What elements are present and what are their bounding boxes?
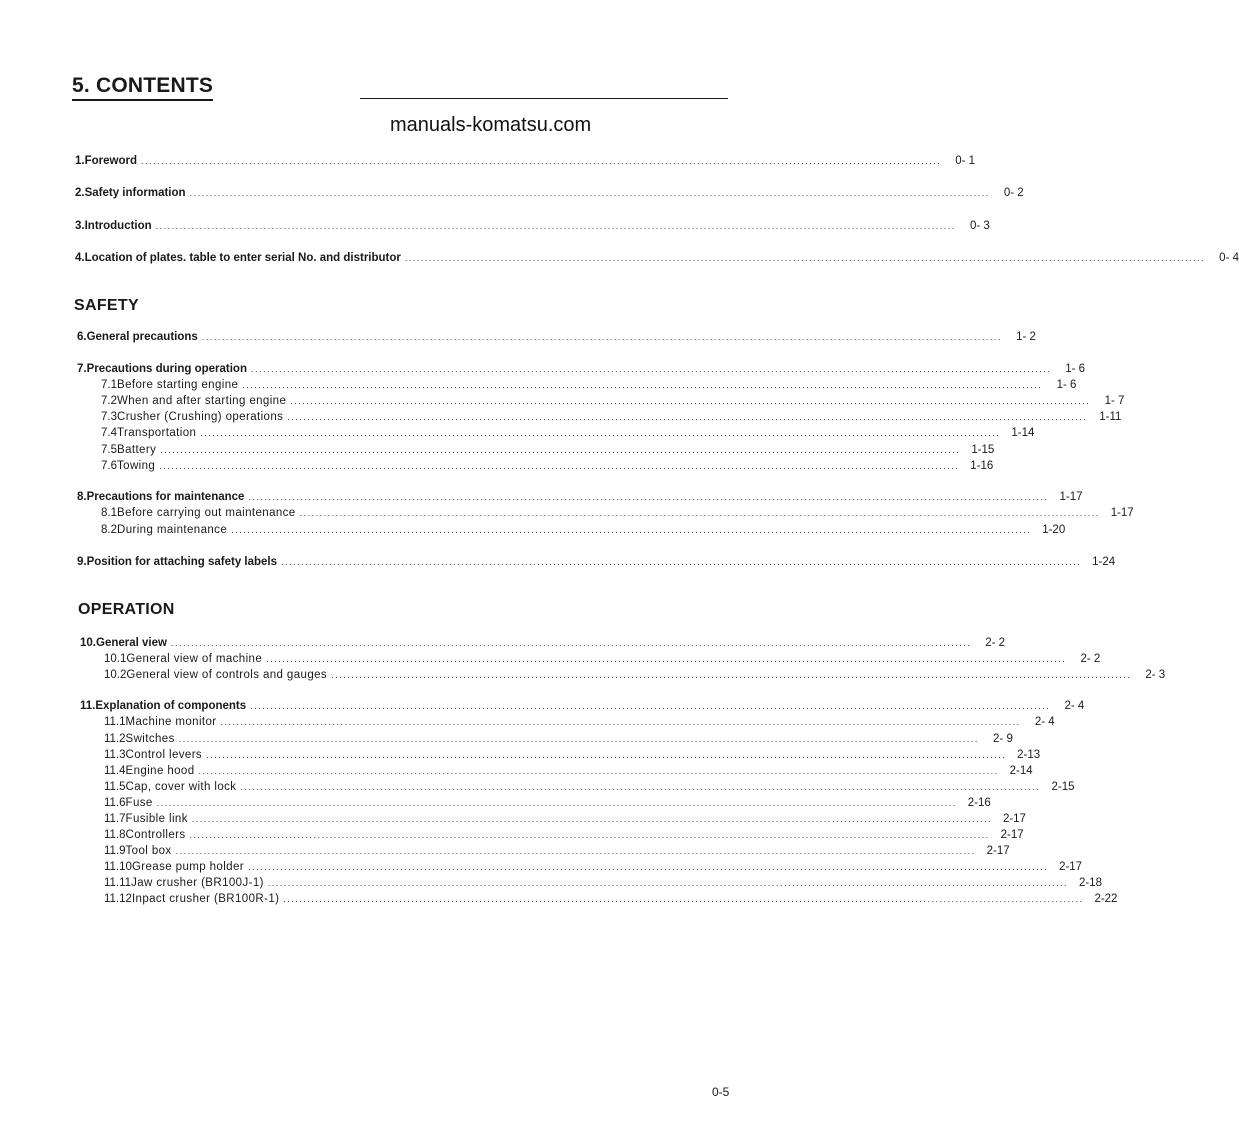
dot-leader: ........................................................................................................................................................................................................ [404,253,1205,263]
toc-entry-number: 11. [80,700,96,712]
toc-entry-number: 11.9 [104,845,126,857]
toc-entry[interactable] [80,637,1006,653]
toc-entry-page: 0- 2 [1003,187,1024,199]
toc-entry[interactable] [101,379,1077,395]
dot-leader: ........................................................................................................................................................................................................ [247,862,1049,872]
toc-entry-number: 11.5 [104,781,126,793]
toc-entry-number: 11.1 [104,716,126,728]
toc-entry-number: 3. [75,220,85,232]
toc-entry-number: 7.6 [101,460,117,472]
toc-entry-page: 1- 2 [1016,331,1036,343]
toc-entry-label: Foreword [84,155,137,167]
toc-entry-label: Precautions during operation [86,363,247,375]
toc-entry-page: 1-17 [1110,507,1134,519]
dot-leader: ........................................................................................................................................................................................................ [290,396,1091,406]
dot-leader: ........................................................................................................................................................................................................ [248,492,1049,502]
dot-leader: ........................................................................................................................................................................................................ [287,412,1088,422]
toc-entry[interactable] [104,749,1041,765]
toc-entry[interactable] [101,395,1125,411]
toc-entry[interactable] [104,861,1083,877]
toc-entry-number: 8. [77,491,87,503]
toc-entry[interactable] [104,813,1026,829]
toc-entry[interactable] [104,797,991,813]
toc-entry[interactable] [75,220,990,236]
toc-entry-number: 7.5 [101,444,117,456]
toc-entry-label: Before starting engine [117,379,239,391]
footer-page-number: 0-5 [712,1085,730,1099]
dot-leader: ........................................................................................................................................................................................................ [250,364,1052,374]
toc-entry-page: 2- 2 [985,637,1006,649]
dot-leader: ........................................................................................................................................................................................................ [170,638,972,648]
toc-entry-page: 2-16 [967,797,991,809]
dot-leader: ........................................................................................................................................................................................................ [266,654,1067,664]
toc-entry[interactable] [104,829,1024,845]
toc-entry-label: Fuse [125,797,153,809]
toc-entry[interactable] [101,524,1066,540]
toc-entry-label: Towing [117,460,156,472]
dot-leader: ........................................................................................................................................................................................................ [175,846,976,856]
toc-entry[interactable] [101,411,1122,427]
toc-entry[interactable] [104,653,1101,669]
dot-leader: ........................................................................................................................................................................................................ [242,380,1043,390]
toc-entry-number: 11.12 [104,893,132,905]
toc-entry[interactable] [104,845,1010,861]
title-rule [360,98,728,99]
toc-entry-label: General precautions [86,331,198,343]
toc-entry-label: Jaw crusher (BR100J-1) [131,877,264,889]
toc-entry[interactable] [104,669,1166,685]
toc-entry[interactable] [75,252,1239,268]
toc-entry[interactable] [104,765,1033,781]
toc-entry-page: 2- 4 [1034,716,1055,728]
dot-leader: ........................................................................................................................................................................................................ [191,814,992,824]
dot-leader: ........................................................................................................................................................................................................ [220,717,1021,727]
dot-leader: ........................................................................................................................................................................................................ [140,156,942,166]
toc-entry-label: Control levers [125,749,203,761]
toc-entry-label: General view of machine [126,653,263,665]
dot-leader: ........................................................................................................................................................................................................ [299,508,1100,518]
dot-leader: ........................................................................................................................................................................................................ [200,428,1001,438]
toc-entry-page: 2- 4 [1064,700,1085,712]
toc-entry[interactable] [104,893,1118,909]
toc-entry-number: 11.6 [104,797,126,809]
toc-entry-number: 7.3 [101,411,117,423]
dot-leader: ........................................................................................................................................................................................................ [240,782,1041,792]
toc-entry-number: 7.1 [101,379,117,391]
toc-entry[interactable] [101,507,1134,523]
toc-entry-label: Introduction [84,220,152,232]
toc-entry-number: 4. [75,252,85,264]
section-heading-operation: OPERATION [78,601,175,618]
toc-entry-label: Safety information [84,187,186,199]
section-heading-safety: SAFETY [74,297,139,314]
toc-entry[interactable] [101,460,994,476]
toc-entry-number: 7.4 [101,427,117,439]
dot-leader: ........................................................................................................................................................................................................ [331,670,1132,680]
dot-leader: ........................................................................................................................................................................................................ [156,798,957,808]
toc-entry-label: Switches [125,733,175,745]
toc-entry-label: Transportation [117,427,197,439]
dot-leader: ........................................................................................................................................................................................................ [267,878,1068,888]
dot-leader: ........................................................................................................................................................................................................ [178,734,979,744]
toc-entry-page: 2-14 [1009,765,1033,777]
toc-entry-label: When and after starting engine [117,395,287,407]
toc-entry-label: Before carrying out maintenance [117,507,296,519]
dot-leader: ........................................................................................................................................................................................................ [160,445,961,455]
toc-entry-number: 11.4 [104,765,126,777]
toc-entry-number: 11.2 [104,733,126,745]
page-title: 5. CONTENTS [72,74,213,101]
toc-entry-page: 2-17 [1000,829,1024,841]
toc-entry-label: Battery [117,444,157,456]
dot-leader: ........................................................................................................................................................................................................ [250,701,1051,711]
toc-entry-page: 1- 6 [1056,379,1077,391]
toc-entry-label: Engine hood [125,765,195,777]
toc-entry-page: 0- 3 [969,220,990,232]
toc-entry-number: 1. [75,155,85,167]
dot-leader: ........................................................................................................................................................................................................ [159,461,960,471]
toc-entry-page: 2-17 [1002,813,1026,825]
toc-entry-page: 1- 7 [1104,395,1125,407]
toc-entry-label: Controllers [125,829,186,841]
dot-leader: ........................................................................................................................................................................................................ [283,894,1084,904]
toc-entry-page: 2-17 [1059,861,1083,873]
toc-entry-page: 2-13 [1017,749,1041,761]
toc-entry-label: Grease pump holder [131,861,244,873]
dot-leader: ........................................................................................................................................................................................................ [281,557,1082,567]
toc-entry-page: 2-18 [1078,877,1102,889]
toc-entry-page: 1-16 [970,460,994,472]
toc-entry[interactable] [104,781,1075,797]
toc-entry-number: 7.2 [101,395,117,407]
dot-leader: ........................................................................................................................................................................................................ [189,188,990,198]
toc-entry-page: 2-22 [1094,893,1118,905]
dot-leader: ........................................................................................................................................................................................................ [201,332,1002,342]
toc-entry-page: 0- 1 [955,155,976,167]
toc-entry-number: 10.1 [104,653,127,665]
toc-entry-label: Precautions for maintenance [86,491,245,503]
toc-entry-page: 0- 4 [1219,252,1239,264]
toc-entry[interactable] [104,716,1055,732]
toc-entry-page: 2- 2 [1080,653,1101,665]
toc-entry[interactable] [101,444,995,460]
toc-entry-label: Fusible link [125,813,188,825]
toc-entry[interactable] [77,556,1116,572]
toc-entry-number: 8.2 [101,524,117,536]
toc-entry-number: 11.11 [104,877,132,889]
toc-entry-number: 8.1 [101,507,117,519]
dot-leader: ........................................................................................................................................................................................................ [231,525,1032,535]
watermark-text: manuals-komatsu.com [390,114,592,136]
toc-entry-page: 1-20 [1042,524,1066,536]
toc-entry-label: Inpact crusher (BR100R-1) [131,893,280,905]
toc-entry-page: 2-17 [986,845,1010,857]
toc-entry-label: Tool box [125,845,172,857]
toc-entry-page: 1- 6 [1065,363,1086,375]
dot-leader: ........................................................................................................................................................................................................ [189,830,990,840]
toc-entry[interactable] [75,187,1024,203]
toc-entry[interactable] [77,331,1036,347]
toc-entry-number: 9. [77,556,87,568]
dot-leader: ........................................................................................................................................................................................................ [198,766,999,776]
toc-entry-label: General view of controls and gauges [126,669,328,681]
toc-entry-label: During maintenance [117,524,228,536]
toc-entry-page: 2- 3 [1145,669,1166,681]
toc-entry-number: 11.8 [104,829,126,841]
toc-entry-label: Location of plates. table to enter serial No. and distributor [84,252,401,264]
toc-entry[interactable] [77,491,1083,507]
dot-leader: ........................................................................................................................................................................................................ [206,750,1007,760]
toc-entry-page: 1-24 [1092,556,1116,568]
toc-entry[interactable] [80,700,1085,716]
dot-leader: ........................................................................................................................................................................................................ [155,221,956,231]
toc-entry-page: 1-17 [1059,491,1083,503]
toc-entry-number: 6. [77,331,87,343]
toc-entry-label: General view [96,637,167,649]
toc-entry-label: Crusher (Crushing) operations [117,411,284,423]
toc-entry-label: Position for attaching safety labels [86,556,278,568]
toc-entry-label: Cap, cover with lock [125,781,237,793]
toc-entry-number: 10.2 [104,669,127,681]
toc-entry[interactable] [104,877,1102,893]
toc-entry[interactable] [101,427,1035,443]
toc-entry-page: 1-11 [1099,411,1122,423]
toc-entry-label: Explanation of components [95,700,247,712]
toc-entry-page: 1-14 [1011,427,1035,439]
toc-entry-page: 2-15 [1051,781,1075,793]
toc-entry[interactable] [104,733,1013,749]
toc-entry-number: 10. [80,637,96,649]
toc-entry-number: 11.10 [104,861,132,873]
toc-entry-number: 11.7 [104,813,126,825]
toc-entry[interactable] [77,363,1086,379]
toc-entry-number: 7. [77,363,87,375]
toc-entry-label: Machine monitor [125,716,217,728]
toc-entry-page: 2- 9 [993,733,1013,745]
toc-entry-page: 1-15 [971,444,995,456]
toc-entry-number: 2. [75,187,85,199]
toc-entry[interactable] [75,155,976,171]
toc-entry-number: 11.3 [104,749,126,761]
